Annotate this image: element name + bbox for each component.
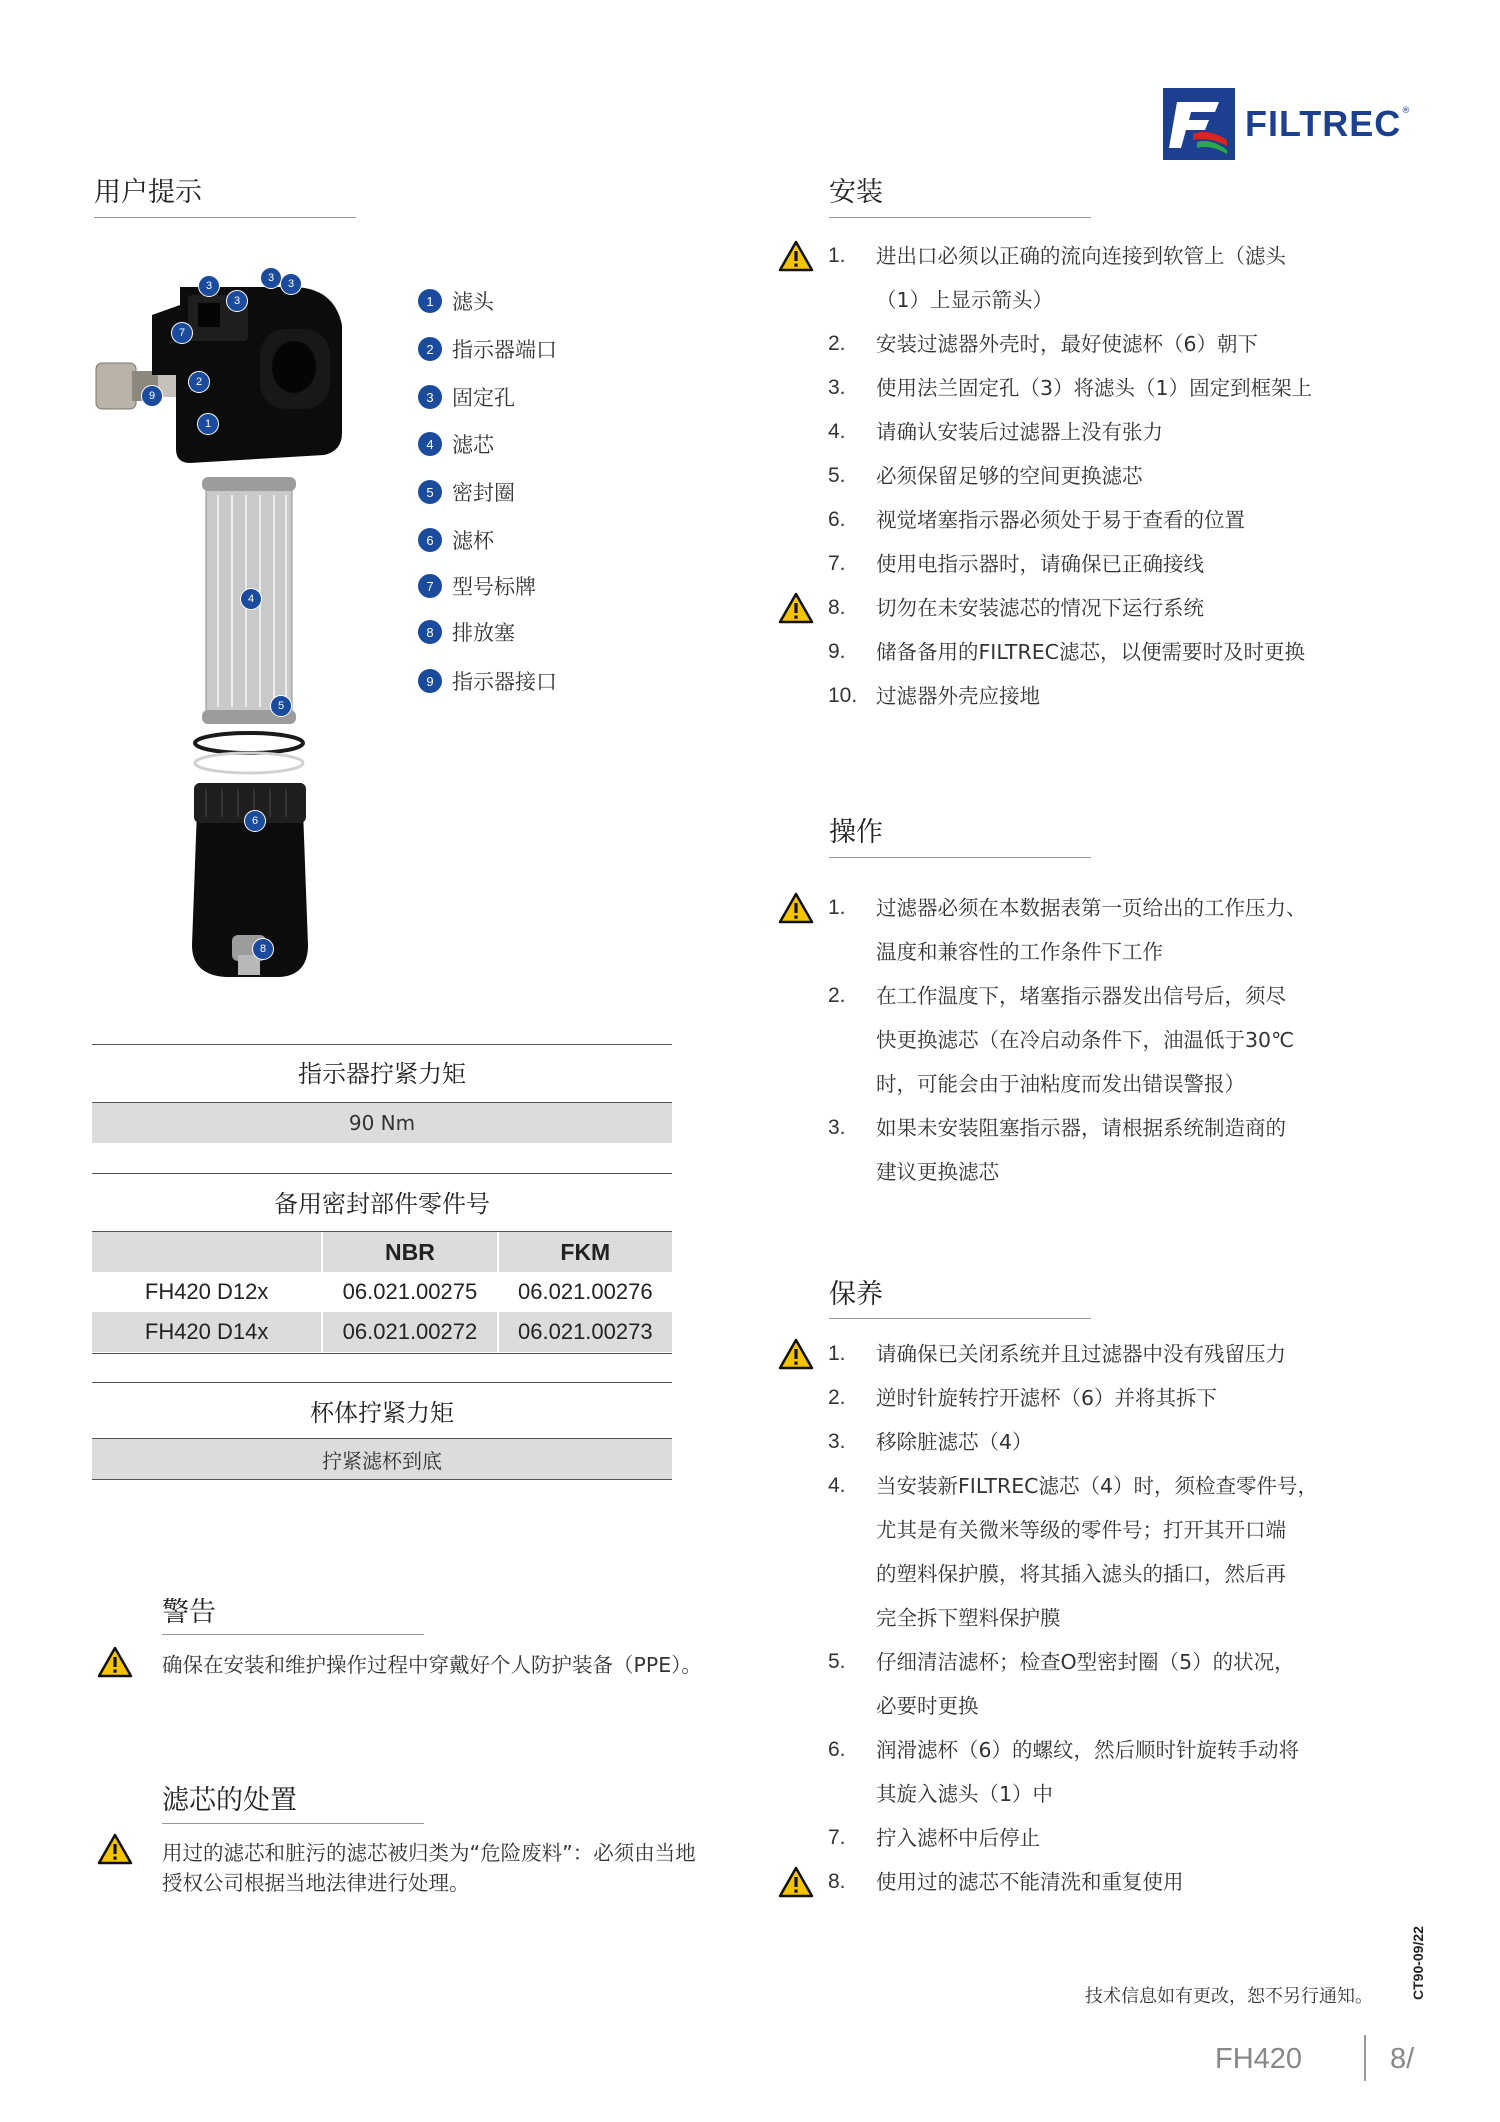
legend-badge: 9 — [418, 669, 442, 693]
callout-3a: 3 — [198, 275, 220, 297]
legend-label: 密封圈 — [452, 481, 515, 505]
list-text-line: 逆时针旋转拧开滤杯（6）并将其拆下 — [876, 1386, 1218, 1410]
list-text-line: 时，可能会由于油粘度而发出错误警报） — [876, 1072, 1245, 1096]
list-item — [828, 1420, 1428, 1464]
list-text-line: 储备备用的FILTREC滤芯，以便需要时及时更换 — [876, 640, 1305, 664]
list-text-line: 拧入滤杯中后停止 — [876, 1826, 1040, 1850]
seals-cell: FH420 D12x — [92, 1272, 322, 1312]
list-item — [828, 234, 1428, 322]
disposal-rule — [162, 1823, 424, 1824]
seals-cell: 06.021.00273 — [498, 1312, 672, 1352]
list-text-line: 移除脏滤芯（4） — [876, 1430, 1033, 1454]
legend-label: 滤头 — [452, 290, 494, 314]
warning-triangle-icon — [778, 240, 814, 272]
list-text-line: 完全拆下塑料保护膜 — [876, 1606, 1061, 1630]
list-item — [828, 1728, 1428, 1816]
list-text — [876, 1376, 1217, 1420]
list-number: 9. — [828, 640, 846, 663]
list-number: 1. — [828, 896, 846, 919]
list-number: 3. — [828, 1430, 846, 1453]
legend-label: 排放塞 — [452, 621, 515, 645]
legend-badge: 6 — [418, 528, 442, 552]
list-text — [876, 1640, 1295, 1728]
indicator-torque-value: 90 Nm — [92, 1103, 672, 1143]
list-number: 2. — [828, 332, 846, 355]
list-text — [876, 1728, 1299, 1816]
warning-triangle-icon — [97, 1646, 133, 1678]
callout-7: 7 — [171, 322, 193, 344]
list-number: 5. — [828, 1650, 846, 1673]
warning-text: 确保在安装和维护操作过程中穿戴好个人防护装备（PPE）。 — [162, 1653, 702, 1677]
parts-legend — [418, 286, 557, 696]
maintenance-rule — [829, 1318, 1091, 1319]
list-text — [876, 542, 1204, 586]
seals-cell: FH420 D14x — [92, 1312, 322, 1352]
list-number: 10. — [828, 684, 858, 707]
list-number: 3. — [828, 1116, 846, 1139]
list-number: 2. — [828, 984, 846, 1007]
filter-exploded-view — [80, 255, 380, 995]
callout-2: 2 — [188, 371, 210, 393]
legend-label: 型号标牌 — [452, 575, 536, 599]
legend-item — [418, 334, 557, 364]
table-row — [92, 1272, 672, 1312]
warning-triangle-icon — [778, 1338, 814, 1370]
list-item — [828, 1640, 1428, 1728]
seals-cell: 06.021.00276 — [498, 1272, 672, 1312]
list-text-line: 当安装新FILTREC滤芯（4）时，须检查零件号， — [876, 1474, 1319, 1498]
list-number: 7. — [828, 1826, 846, 1849]
legend-item — [418, 617, 557, 647]
list-text — [876, 974, 1294, 1106]
list-text-line: 快更换滤芯（在冷启动条件下，油温低于30℃ — [876, 1028, 1295, 1052]
list-number: 7. — [828, 552, 846, 575]
list-text-line: 进出口必须以正确的流向连接到软管上（滤头 — [876, 244, 1286, 268]
seals-table — [92, 1232, 672, 1352]
list-text-line: 必要时更换 — [876, 1694, 979, 1718]
legend-item — [418, 571, 557, 601]
logo-registered-mark: ® — [1401, 106, 1411, 116]
disposal-text: 用过的滤芯和脏污的滤芯被归类为“危险废料”：必须由当地授权公司根据当地法律进行处理。 — [162, 1841, 696, 1895]
list-item — [828, 366, 1428, 410]
list-text — [876, 366, 1312, 410]
legend-badge: 1 — [418, 289, 442, 313]
callout-9: 9 — [141, 385, 163, 407]
legend-item — [418, 666, 557, 696]
callout-3c: 3 — [260, 267, 282, 289]
list-item — [828, 886, 1428, 974]
list-text-line: 仔细清洁滤杯；检查O型密封圈（5）的状况， — [876, 1650, 1295, 1674]
filtrec-logo-mark-icon — [1163, 88, 1235, 160]
legend-item — [418, 382, 557, 412]
legend-badge: 3 — [418, 385, 442, 409]
list-item — [828, 498, 1428, 542]
list-text — [876, 454, 1143, 498]
torque-top-rule — [92, 1044, 672, 1045]
list-item — [828, 1464, 1428, 1640]
list-item — [828, 542, 1428, 586]
seals-cell: 06.021.00275 — [322, 1272, 497, 1312]
list-text — [876, 886, 1307, 974]
user-tips-title: 用户提示 — [94, 177, 202, 208]
warning-rule — [162, 1634, 424, 1635]
list-text-line: 温度和兼容性的工作条件下工作 — [876, 940, 1163, 964]
filtrec-logo — [1163, 88, 1410, 160]
legend-item — [418, 429, 557, 459]
callout-5: 5 — [270, 695, 292, 717]
list-item — [828, 1816, 1428, 1860]
list-text-line: 安装过滤器外壳时，最好使滤杯（6）朝下 — [876, 332, 1259, 356]
bowl-top-rule — [92, 1382, 672, 1383]
callout-4: 4 — [240, 588, 262, 610]
list-text — [876, 674, 1040, 718]
bowl-torque-value: 拧紧滤杯到底 — [92, 1439, 672, 1479]
callout-8: 8 — [252, 938, 274, 960]
list-item — [828, 630, 1428, 674]
disclaimer-note: 技术信息如有更改，恕不另行通知。 — [1085, 1986, 1373, 2007]
legend-label: 指示器端口 — [452, 338, 557, 362]
list-item — [828, 1106, 1428, 1194]
legend-label: 滤杯 — [452, 529, 494, 553]
list-text-line: 必须保留足够的空间更换滤芯 — [876, 464, 1143, 488]
warning-triangle-icon — [778, 1866, 814, 1898]
list-text-line: 使用法兰固定孔（3）将滤头（1）固定到框架上 — [876, 376, 1313, 400]
list-item — [828, 674, 1428, 718]
operation-title: 操作 — [829, 817, 883, 848]
list-item — [828, 1376, 1428, 1420]
legend-badge: 5 — [418, 480, 442, 504]
indicator-torque-title: 指示器拧紧力矩 — [298, 1060, 466, 1088]
list-text-line: 尤其是有关微米等级的零件号；打开其开口端 — [876, 1518, 1286, 1542]
install-list — [828, 234, 1428, 718]
bowl-bottom-rule — [92, 1479, 672, 1480]
list-item — [828, 454, 1428, 498]
legend-badge: 8 — [418, 620, 442, 644]
list-text-line: 润滑滤杯（6）的螺纹，然后顺时针旋转手动将 — [876, 1738, 1300, 1762]
list-text-line: 过滤器外壳应接地 — [876, 684, 1040, 708]
list-item — [828, 586, 1428, 630]
document-code: CT90-09/22 — [1410, 1926, 1426, 2000]
legend-item — [418, 477, 557, 507]
legend-item — [418, 286, 557, 316]
callout-6: 6 — [244, 810, 266, 832]
disposal-title: 滤芯的处置 — [162, 1785, 297, 1816]
list-item — [828, 410, 1428, 454]
list-text-line: 的塑料保护膜，将其插入滤头的插口，然后再 — [876, 1562, 1286, 1586]
list-item — [828, 1860, 1428, 1904]
seals-top-rule — [92, 1173, 672, 1174]
list-text — [876, 1816, 1040, 1860]
list-text-line: 如果未安装阻塞指示器，请根据系统制造商的 — [876, 1116, 1286, 1140]
list-number: 4. — [828, 1474, 846, 1497]
list-text — [876, 1464, 1318, 1640]
list-text — [876, 630, 1305, 674]
filter-exploded-view-drawing — [80, 255, 380, 995]
legend-item — [418, 525, 557, 555]
install-title: 安装 — [829, 177, 883, 208]
seals-bottom-rule — [92, 1353, 672, 1354]
list-number: 8. — [828, 1870, 846, 1893]
legend-label: 滤芯 — [452, 433, 494, 457]
list-text — [876, 1332, 1286, 1376]
warning-triangle-icon — [778, 592, 814, 624]
list-text-line: 建议更换滤芯 — [876, 1160, 999, 1184]
list-number: 2. — [828, 1386, 846, 1409]
warning-triangle-icon — [778, 892, 814, 924]
list-text — [876, 410, 1163, 454]
seals-header-row — [92, 1232, 672, 1272]
list-text — [876, 586, 1204, 630]
seals-title: 备用密封部件零件号 — [274, 1190, 490, 1218]
list-number: 3. — [828, 376, 846, 399]
list-text — [876, 234, 1286, 322]
list-text-line: 请确认安装后过滤器上没有张力 — [876, 420, 1163, 444]
list-text — [876, 1106, 1286, 1194]
list-text-line: 过滤器必须在本数据表第一页给出的工作压力、 — [876, 896, 1307, 920]
seals-cell: 06.021.00272 — [322, 1312, 497, 1352]
seals-header-blank — [92, 1232, 322, 1272]
list-text-line: 切勿在未安装滤芯的情况下运行系统 — [876, 596, 1204, 620]
list-item — [828, 1332, 1428, 1376]
warning-triangle-icon — [97, 1833, 133, 1865]
maintenance-title: 保养 — [829, 1279, 883, 1310]
list-number: 6. — [828, 508, 846, 531]
list-text-line: （1）上显示箭头） — [876, 288, 1054, 312]
callout-1: 1 — [197, 413, 219, 435]
list-text-line: 其旋入滤头（1）中 — [876, 1782, 1054, 1806]
list-number: 1. — [828, 1342, 846, 1365]
bowl-torque-title: 杯体拧紧力矩 — [310, 1399, 454, 1427]
list-text-line: 使用过的滤芯不能清洗和重复使用 — [876, 1870, 1184, 1894]
callout-3b: 3 — [226, 290, 248, 312]
list-text-line: 请确保已关闭系统并且过滤器中没有残留压力 — [876, 1342, 1286, 1366]
legend-badge: 7 — [418, 574, 442, 598]
list-number: 4. — [828, 420, 846, 443]
list-text-line: 使用电指示器时，请确保已正确接线 — [876, 552, 1204, 576]
table-row — [92, 1312, 672, 1352]
list-item — [828, 974, 1428, 1106]
list-number: 5. — [828, 464, 846, 487]
seals-header-fkm: FKM — [498, 1232, 672, 1272]
operation-rule — [829, 857, 1091, 858]
legend-badge: 4 — [418, 432, 442, 456]
list-number: 6. — [828, 1738, 846, 1761]
list-text-line: 在工作温度下，堵塞指示器发出信号后，须尽 — [876, 984, 1286, 1008]
legend-label: 固定孔 — [452, 386, 515, 410]
list-text — [876, 322, 1258, 366]
logo-text: FILTREC — [1245, 103, 1402, 144]
list-text — [876, 1860, 1184, 1904]
user-tips-rule — [94, 217, 356, 218]
list-number: 1. — [828, 244, 846, 267]
callout-3d: 3 — [280, 273, 302, 295]
install-rule — [829, 217, 1091, 218]
maintenance-list — [828, 1332, 1428, 1904]
list-item — [828, 322, 1428, 366]
page-number: 8/ — [1390, 2043, 1415, 2075]
list-text — [876, 498, 1245, 542]
product-model: FH420 — [1215, 2043, 1303, 2075]
list-number: 8. — [828, 596, 846, 619]
list-text — [876, 1420, 1033, 1464]
warning-title: 警告 — [162, 1597, 216, 1628]
seals-header-nbr: NBR — [322, 1232, 497, 1272]
list-text-line: 视觉堵塞指示器必须处于易于查看的位置 — [876, 508, 1245, 532]
legend-badge: 2 — [418, 337, 442, 361]
footer-divider — [1364, 2035, 1366, 2081]
legend-label: 指示器接口 — [452, 670, 557, 694]
operation-list — [828, 886, 1428, 1194]
